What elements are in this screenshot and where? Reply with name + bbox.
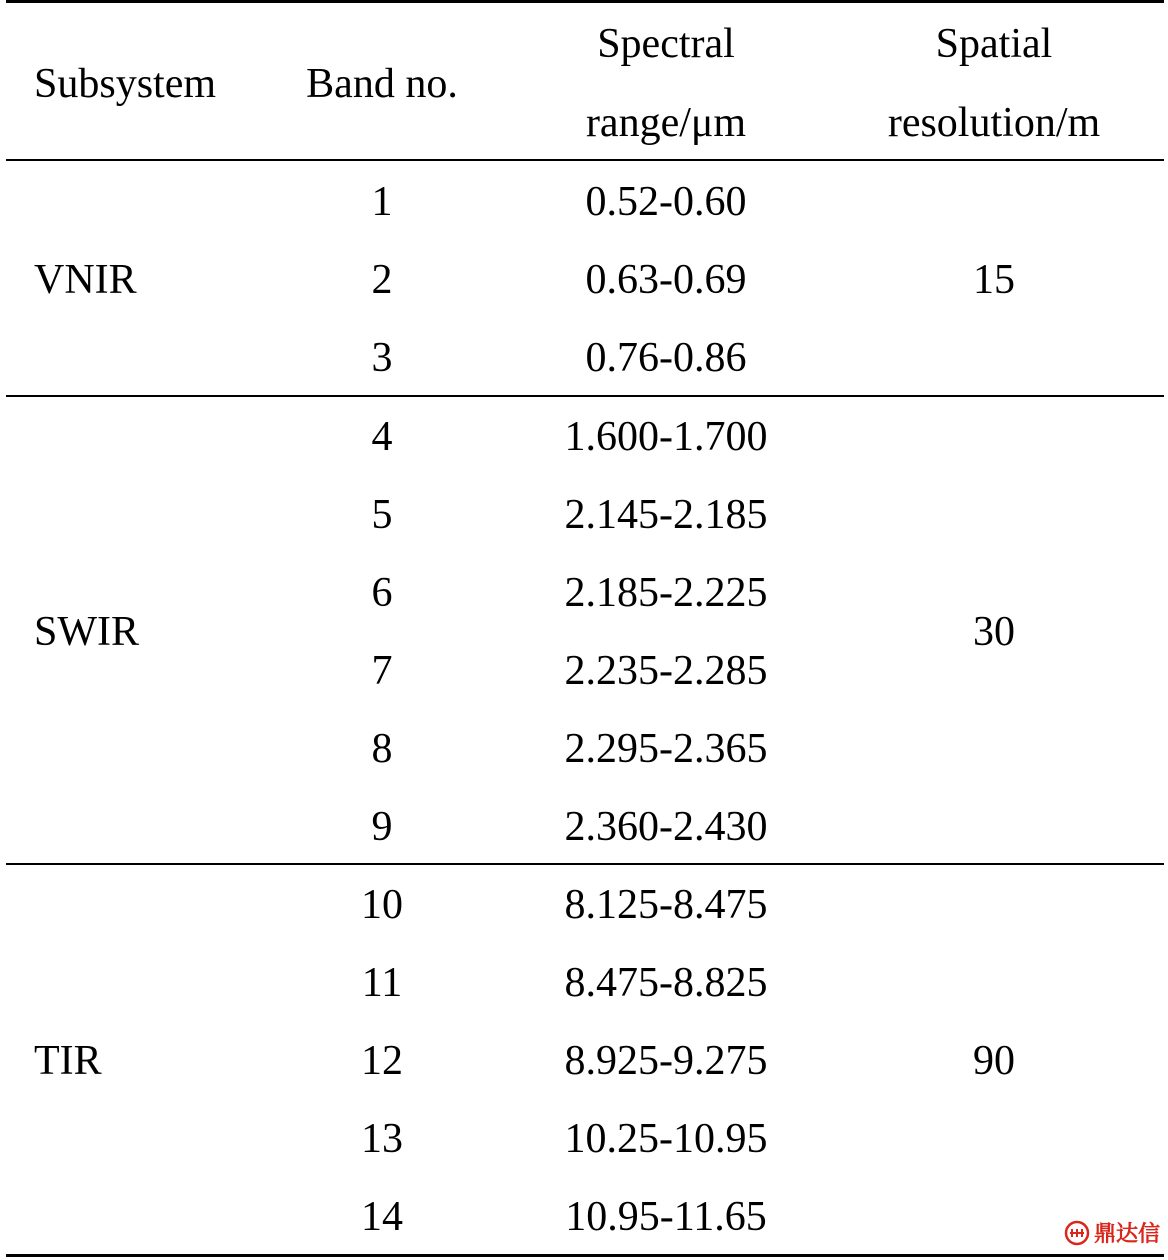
- range-cell: 2.235-2.285: [564, 648, 768, 694]
- range-cell: 2.295-2.365: [564, 726, 768, 772]
- watermark: [1064, 1217, 1160, 1248]
- header-spectral-line1: Spectral: [597, 21, 735, 67]
- band-cell: 13: [361, 1116, 403, 1162]
- range-cell: 0.63-0.69: [585, 257, 747, 303]
- band-cell: 5: [371, 492, 393, 538]
- header-band-no: Band no.: [306, 61, 458, 107]
- band-cell: 1: [371, 179, 393, 225]
- band-cell: 10: [361, 882, 403, 928]
- band-cell: 12: [361, 1038, 403, 1084]
- band-cell: 14: [361, 1194, 403, 1240]
- band-cell: 7: [371, 648, 393, 694]
- group-resolution-vnir: 15: [973, 257, 1015, 303]
- group-resolution-swir: 30: [973, 609, 1015, 655]
- band-cell: 4: [371, 414, 393, 460]
- range-cell: 10.95-11.65: [565, 1194, 767, 1240]
- top-rule: [6, 0, 1164, 3]
- band-cell: 9: [371, 804, 393, 850]
- range-cell: 1.600-1.700: [564, 414, 768, 460]
- range-cell: 8.925-9.275: [564, 1038, 768, 1084]
- data-table: [6, 0, 1164, 1260]
- range-cell: 2.145-2.185: [564, 492, 768, 538]
- header-spatial-line2: resolution/m: [887, 100, 1101, 146]
- group-subsystem-tir: TIR: [34, 1038, 102, 1084]
- group-divider-vnir-swir: [6, 395, 1164, 397]
- group-subsystem-swir: SWIR: [34, 609, 139, 655]
- band-cell: 2: [371, 257, 393, 303]
- group-resolution-tir: 90: [973, 1038, 1015, 1084]
- range-cell: 0.52-0.60: [585, 179, 747, 225]
- header-subsystem: Subsystem: [34, 61, 217, 107]
- band-cell: 8: [371, 726, 393, 772]
- band-cell: 6: [371, 570, 393, 616]
- group-divider-swir-tir: [6, 863, 1164, 865]
- range-cell: 2.185-2.225: [564, 570, 768, 616]
- watermark-text: 鼎达信: [1093, 1222, 1160, 1247]
- header-rule: [6, 159, 1164, 161]
- bottom-rule: [6, 1254, 1164, 1257]
- dingdaxin-logo-icon: [1064, 1220, 1090, 1246]
- range-cell: 8.125-8.475: [564, 882, 768, 928]
- header-spatial-line1: Spatial: [935, 21, 1053, 67]
- band-cell: 11: [361, 960, 403, 1006]
- range-cell: 2.360-2.430: [564, 804, 768, 850]
- range-cell: 10.25-10.95: [564, 1116, 768, 1162]
- band-cell: 3: [371, 335, 393, 381]
- range-cell: 0.76-0.86: [585, 335, 747, 381]
- header-spectral-line2: range/μm: [585, 100, 747, 146]
- group-subsystem-vnir: VNIR: [34, 257, 137, 303]
- range-cell: 8.475-8.825: [564, 960, 768, 1006]
